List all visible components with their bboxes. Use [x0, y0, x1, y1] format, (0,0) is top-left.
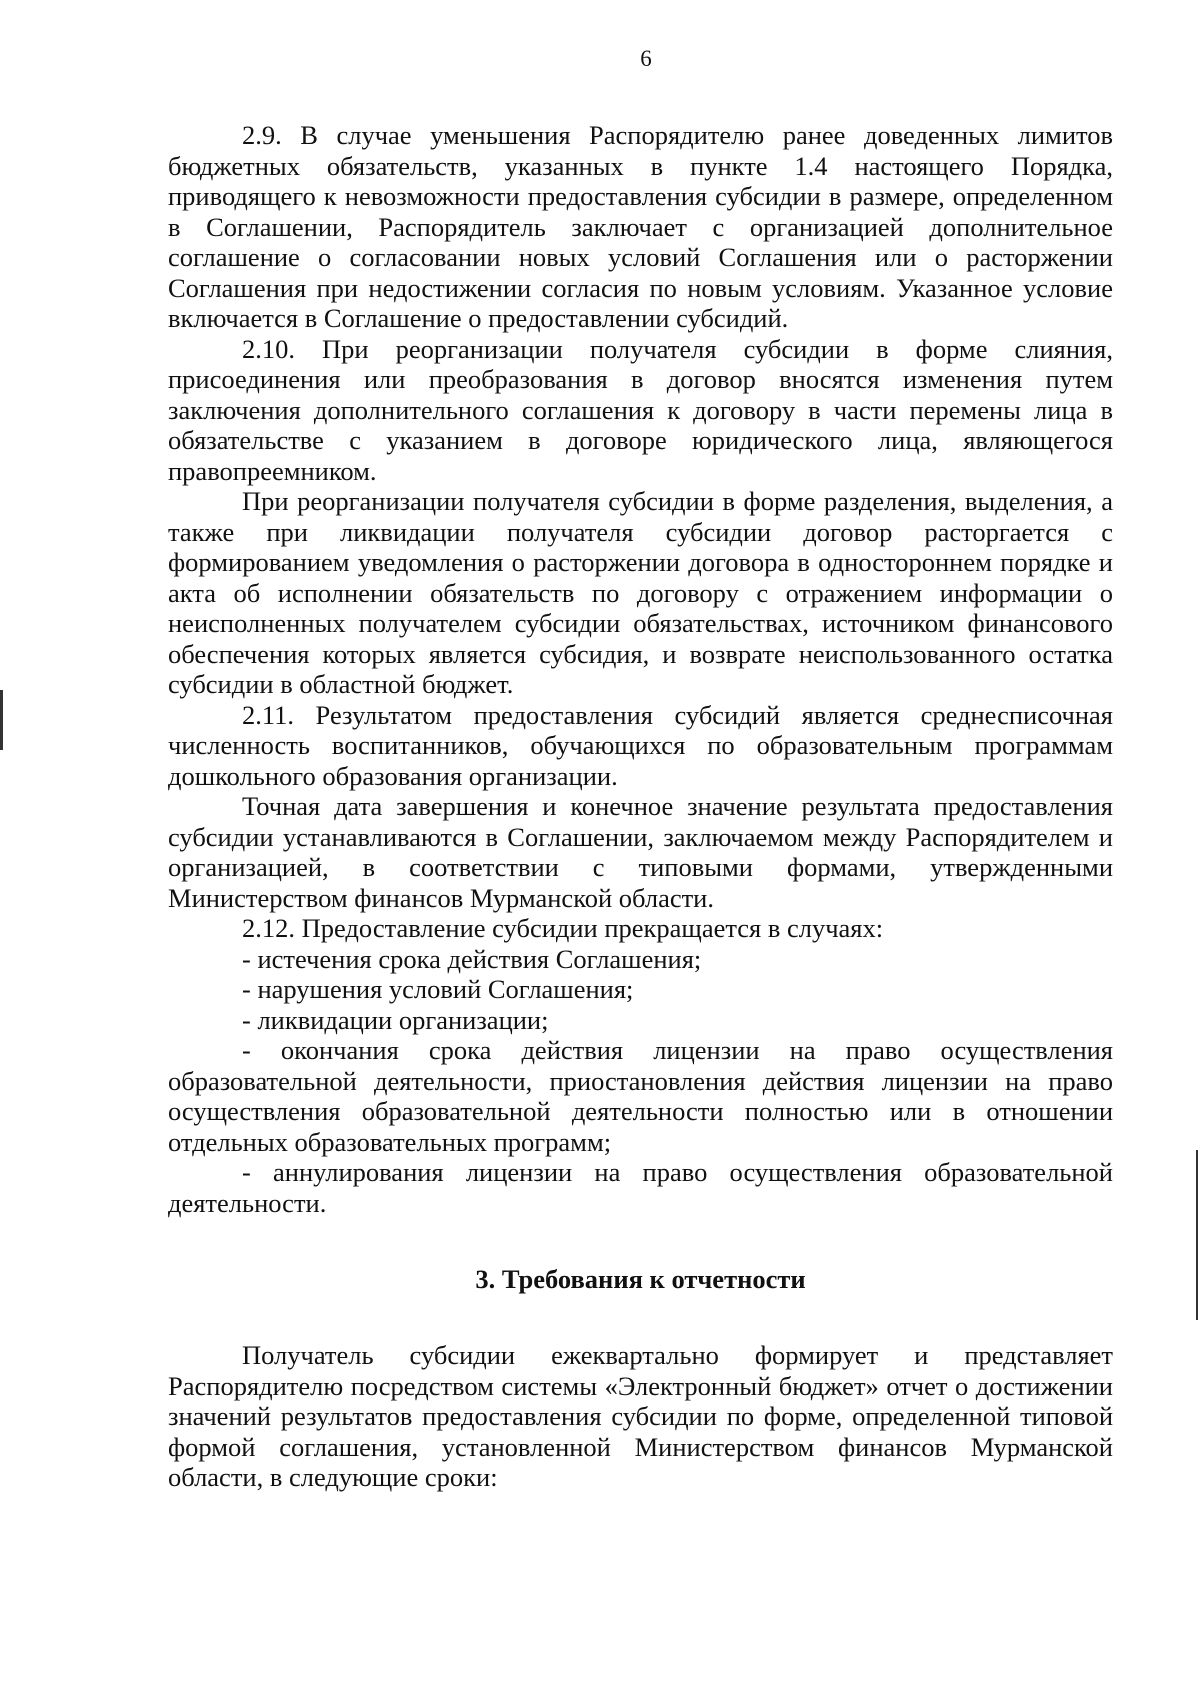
list-item: - окончания срока действия лицензии на право осуществления образовательной деятельности, приостановления действия лицензии на право осуществления образовательной деятельности полностью или в отношении отдельных образовательных программ; — [168, 1035, 1113, 1157]
paragraph-2-10: 2.10. При реорганизации получателя субсидии в форме слияния, присоединения или преобразования в договор вносятся изменения путем заключения дополнительного соглашения к договору в части перемены лица в обязательстве с указанием в договоре юридического лица, являющегося правопреемником. — [168, 333, 1113, 486]
document-body — [168, 120, 1113, 1493]
section3-paragraph: Получатель субсидии ежеквартально формирует и представляет Распорядителю посредством системы «Электронный бюджет» отчет о достижении значений результатов предоставления субсидии по форме, определенной типовой формой соглашения, установленной Министерством финансов Мурманской области, в следующие сроки: — [168, 1340, 1113, 1492]
paragraph-2-10-continued: При реорганизации получателя субсидии в форме разделения, выделения, а также при ликвидации получателя субсидии договор расторгается с формированием уведомления о расторжении договора в одностороннем порядке и акта об исполнении обязательств по договору с отражением информации о неисполненных получателем субсидии обязательствах, источником финансового обеспечения которых является субсидия, и возврате неиспользованного остатка субсидии в областной бюджет. — [168, 486, 1113, 699]
page-number: 6 — [640, 46, 652, 71]
scan-mark-left — [0, 690, 3, 750]
scan-mark-right — [1196, 1150, 1198, 1320]
termination-cases-list — [168, 944, 1113, 1219]
list-item: - ликвидации организации; — [242, 1004, 549, 1035]
list-item: - нарушения условий Соглашения; — [242, 974, 634, 1004]
section-heading: 3. Требования к отчетности — [475, 1264, 806, 1294]
paragraph-2-11-continued: Точная дата завершения и конечное значение результата предоставления субсидии устанавливаются в Соглашении, заключаемом между Распорядителем и организацией, в соответствии с типовыми формами, утвержденными Министерством финансов Мурманской области. — [168, 791, 1113, 913]
list-item: - аннулирования лицензии на право осуществления образовательной деятельности. — [168, 1157, 1113, 1218]
list-item: - истечения срока действия Соглашения; — [242, 943, 702, 974]
paragraph-2-12: 2.12. Предоставление субсидии прекращается в случаях: — [242, 913, 884, 943]
paragraph-2-11: 2.11. Результатом предоставления субсидий является среднесписочная численность воспитанников, обучающихся по образовательным программам дошкольного образования организации. — [168, 699, 1113, 791]
paragraph-2-9: 2.9. В случае уменьшения Распорядителю ранее доведенных лимитов бюджетных обязательств, указанных в пункте 1.4 настоящего Порядка, приводящего к невозможности предоставления субсидии в размере, определенном в Соглашении, Распорядитель заключает с организацией дополнительное соглашение о согласовании новых условий Соглашения или о расторжении Соглашения при недостижении согласия по новым условиям. Указанное условие включается в Соглашение о предоставлении субсидий. — [168, 120, 1113, 333]
